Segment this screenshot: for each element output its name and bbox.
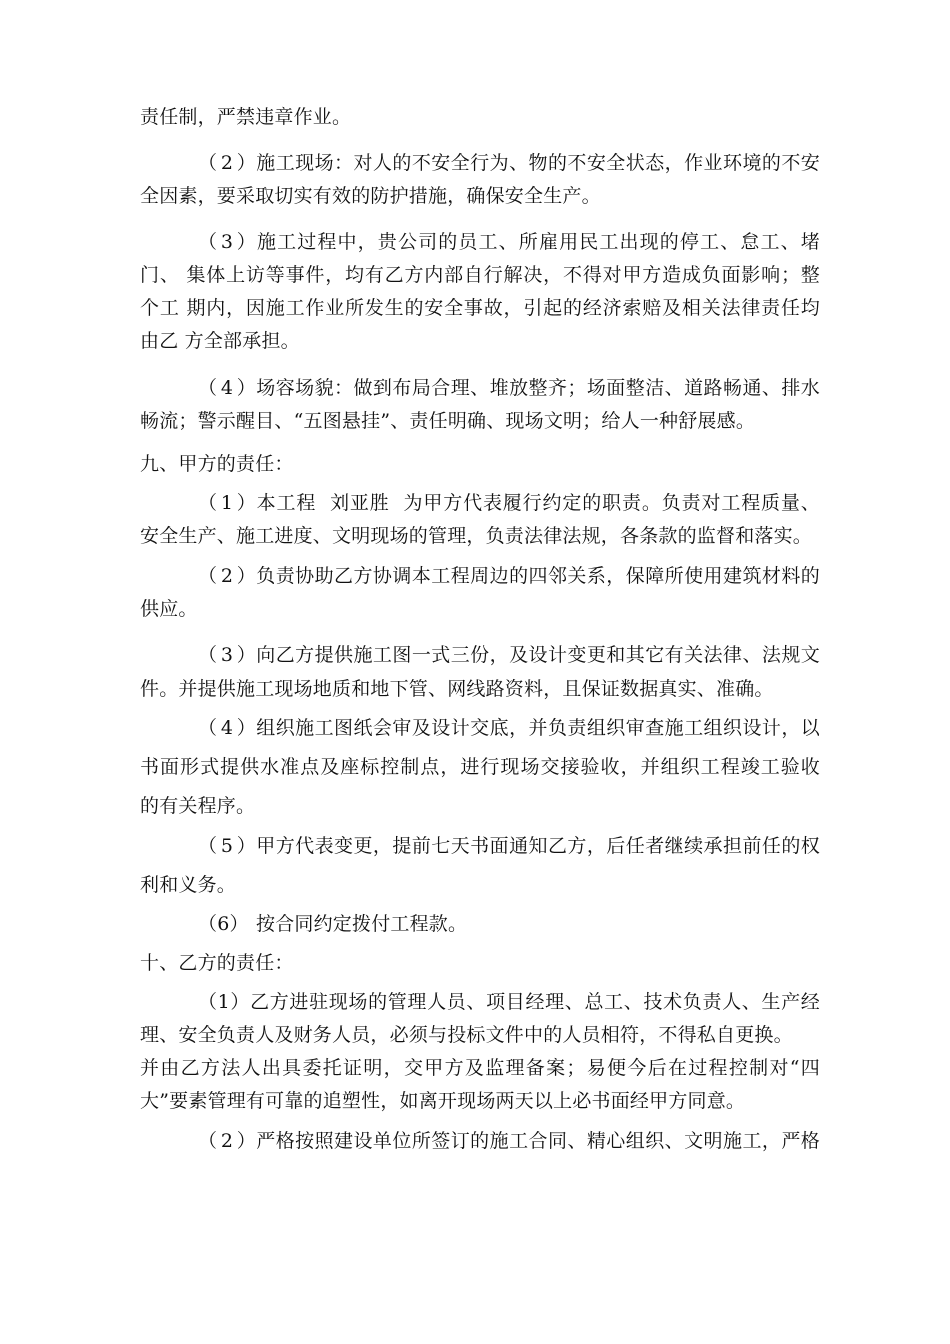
text-line: 的有关程序。 <box>140 795 256 817</box>
text-line: （1）本工程 刘亚胜 为甲方代表履行约定的职责。负责对工程质量、 <box>198 492 820 514</box>
text-line: 书面形式提供水准点及座标控制点，进行现场交接验收，并组织工程竣工验收 <box>140 756 820 778</box>
text-line: （2）施工现场：对人的不安全行为、物的不安全状态，作业环境的不安 <box>198 152 820 174</box>
text-line: 供应。 <box>140 598 198 620</box>
text-line: 个工 期内，因施工作业所发生的安全事故，引起的经济索赔及相关法律责任均 <box>140 297 820 319</box>
text-line: （1）乙方进驻现场的管理人员、项目经理、总工、技术负责人、生产经 <box>198 991 820 1013</box>
text-line: 责任制，严禁违章作业。 <box>140 106 352 128</box>
text-line: 畅流；警示醒目、“五图悬挂”、责任明确、现场文明；给人一种舒展感。 <box>140 410 756 432</box>
text-line: （4）组织施工图纸会审及设计交底，并负责组织审查施工组织设计，以 <box>198 717 820 739</box>
text-line: 安全生产、施工进度、文明现场的管理，负责法律法规，各条款的监督和落实。 <box>140 525 813 547</box>
text-line: 利和义务。 <box>140 874 237 896</box>
text-line: （2）严格按照建设单位所签订的施工合同、精心组织、文明施工，严格 <box>198 1130 820 1152</box>
text-line: 全因素，要采取切实有效的防护措施，确保安全生产。 <box>140 185 601 207</box>
text-line: 门、 集体上访等事件，均有乙方内部自行解决，不得对甲方造成负面影响；整 <box>140 264 820 286</box>
text-line: 大”要素管理有可靠的追塑性，如离开现场两天以上必书面经甲方同意。 <box>140 1090 746 1112</box>
section-heading: 九、甲方的责任： <box>140 453 294 475</box>
text-line: 并由乙方法人出具委托证明，交甲方及监理备案；易便今后在过程控制对“四 <box>140 1057 820 1079</box>
text-line: （3）向乙方提供施工图一式三份，及设计变更和其它有关法律、法规文 <box>198 644 820 666</box>
text-line: （6） 按合同约定拨付工程款。 <box>198 913 468 935</box>
text-line: （5）甲方代表变更，提前七天书面通知乙方，后任者继续承担前任的权 <box>198 835 820 857</box>
section-heading: 十、乙方的责任： <box>140 952 294 974</box>
text-line: （3）施工过程中，贵公司的员工、所雇用民工出现的停工、怠工、堵 <box>198 231 820 253</box>
text-line: （4）场容场貌：做到布局合理、堆放整齐；场面整洁、道路畅通、排水 <box>198 377 820 399</box>
text-line: 件。并提供施工现场地质和地下管、网线路资料，且保证数据真实、准确。 <box>140 678 774 700</box>
text-line: 理、安全负责人及财务人员，必须与投标文件中的人员相符，不得私自更换。 <box>140 1024 793 1046</box>
text-line: （2）负责协助乙方协调本工程周边的四邻关系，保障所使用建筑材料的 <box>198 565 820 587</box>
text-line: 由乙 方全部承担。 <box>140 330 300 352</box>
